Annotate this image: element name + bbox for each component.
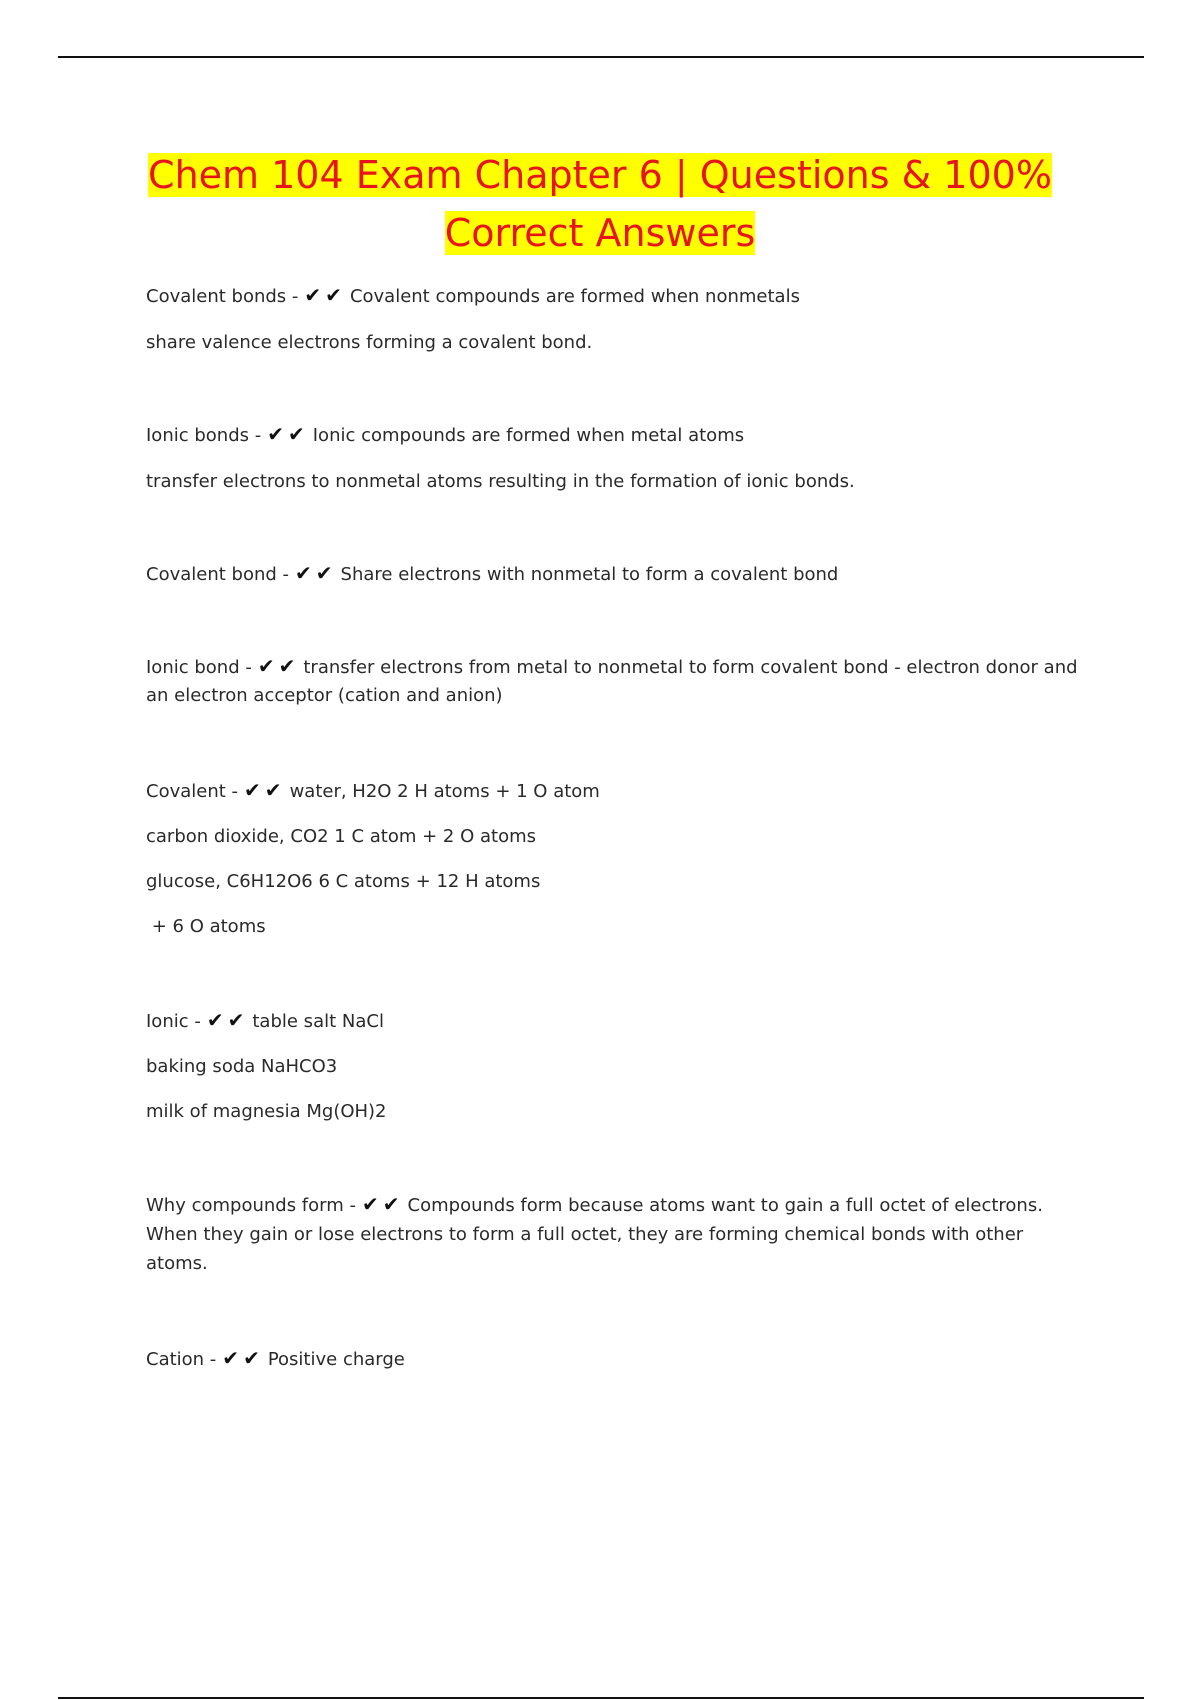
check-pair — [304, 280, 346, 312]
qa-item — [146, 1190, 1086, 1278]
qa-first-line — [146, 775, 1086, 807]
qa-first-line — [146, 419, 1086, 451]
qa-term: Covalent - — [146, 781, 239, 802]
qa-answer: baking soda NaHCO3 — [146, 1056, 338, 1077]
qa-answer: carbon dioxide, CO2 1 C atom + 2 O atoms — [146, 826, 536, 847]
title-line-1: Chem 104 Exam Chapter 6 | Questions & 100% — [148, 153, 1052, 197]
qa-term: Why compounds form - — [146, 1195, 356, 1216]
check-mark-icon: ✔ — [227, 1008, 245, 1032]
check-mark-icon: ✔ — [278, 654, 296, 678]
check-pair — [207, 1005, 249, 1037]
header-rule — [58, 56, 1144, 58]
check-pair — [222, 1343, 264, 1375]
check-pair — [267, 419, 309, 451]
check-mark-icon: ✔ — [264, 778, 282, 802]
check-mark-icon: ✔ — [287, 422, 305, 446]
qa-item — [146, 1005, 1086, 1127]
qa-answer: water, H2O 2 H atoms + 1 O atom — [289, 781, 600, 802]
qa-first-line — [146, 558, 1086, 590]
qa-answer: Covalent compounds are formed when nonmetals — [349, 286, 800, 307]
check-pair — [244, 775, 286, 807]
qa-term: Ionic bond - — [146, 657, 252, 678]
check-pair — [295, 558, 337, 590]
check-pair — [258, 652, 300, 682]
check-mark-icon: ✔ — [267, 422, 284, 446]
check-mark-icon: ✔ — [325, 283, 342, 307]
qa-answer: share valence electrons forming a covalent bond. — [146, 332, 593, 353]
qa-first-line — [146, 1343, 1086, 1375]
qa-answer: table salt NaCl — [252, 1011, 384, 1032]
check-mark-icon: ✔ — [362, 1192, 379, 1216]
check-mark-icon: ✔ — [243, 1346, 260, 1370]
qa-item — [146, 280, 1086, 358]
qa-term: Covalent bonds - — [146, 286, 299, 307]
qa-item — [146, 419, 1086, 497]
qa-answer: transfer electrons to nonmetal atoms resulting in the formation of ionic bonds. — [146, 471, 855, 492]
qa-answer: Compounds form because atoms want to gain a full octet of electrons. When they gain or lose electrons to form a full octet, they are forming chemical bonds with other atoms. — [146, 1195, 1043, 1274]
check-mark-icon: ✔ — [295, 561, 312, 585]
qa-answer: Share electrons with nonmetal to form a covalent bond — [340, 564, 839, 585]
check-mark-icon: ✔ — [244, 778, 261, 802]
document-title — [100, 146, 1100, 262]
qa-term: Cation - — [146, 1349, 217, 1370]
qa-term: Covalent bond - — [146, 564, 290, 585]
check-mark-icon: ✔ — [382, 1192, 400, 1216]
qa-first-line — [146, 280, 1086, 312]
qa-answer: + 6 O atoms — [146, 916, 266, 937]
qa-item — [146, 652, 1086, 710]
qa-term: Ionic bonds - — [146, 425, 262, 446]
qa-item — [146, 1343, 1086, 1375]
qa-answer: transfer electrons from metal to nonmetal to form covalent bond - electron donor and an electron acceptor (cation and anion) — [146, 657, 1078, 706]
check-mark-icon: ✔ — [257, 654, 275, 678]
check-pair — [362, 1190, 404, 1220]
qa-item — [146, 775, 1086, 942]
qa-answer: Positive charge — [267, 1349, 405, 1370]
footer-rule — [58, 1697, 1144, 1699]
qa-answer: glucose, C6H12O6 6 C atoms + 12 H atoms — [146, 871, 541, 892]
qa-item — [146, 558, 1086, 590]
check-mark-icon: ✔ — [315, 561, 333, 585]
check-mark-icon: ✔ — [206, 1008, 224, 1032]
check-mark-icon: ✔ — [304, 283, 322, 307]
qa-answer: Ionic compounds are formed when metal atoms — [312, 425, 745, 446]
qa-term: Ionic - — [146, 1011, 201, 1032]
title-line-2: Correct Answers — [444, 211, 756, 255]
qa-first-line — [146, 652, 1086, 710]
qa-first-line — [146, 1005, 1086, 1037]
check-mark-icon: ✔ — [222, 1346, 240, 1370]
qa-first-line — [146, 1190, 1086, 1278]
qa-answer: milk of magnesia Mg(OH)2 — [146, 1101, 387, 1122]
